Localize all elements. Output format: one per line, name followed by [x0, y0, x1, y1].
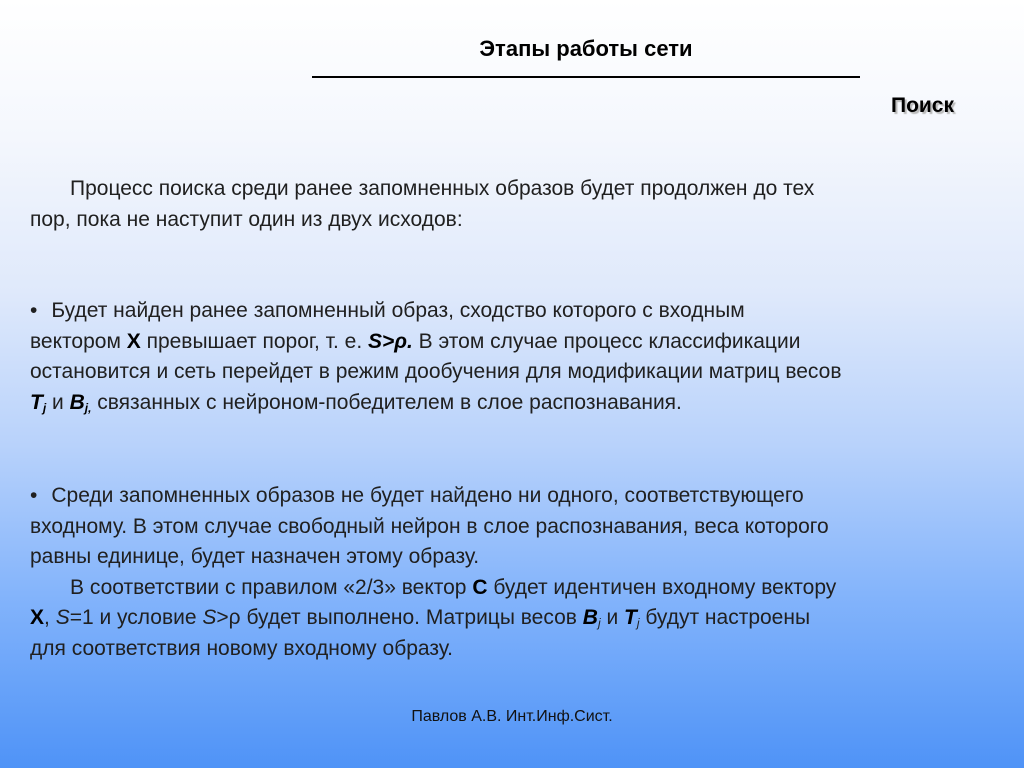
matrix-t: T: [30, 390, 43, 414]
title-underline: [312, 76, 860, 78]
vector-x: X: [30, 606, 45, 629]
bullet-1-marker: •: [30, 299, 38, 322]
conclusion-text: =1 и условие: [69, 606, 203, 629]
index-j: j: [636, 616, 640, 630]
and-text: и: [46, 390, 70, 414]
matrix-b: B: [582, 606, 598, 629]
conclusion-text: будут настроены: [639, 606, 811, 629]
intro-line-2: пор, пока не наступит один из двух исходов:: [30, 207, 463, 231]
bullet-2-marker: •: [30, 484, 38, 507]
bullet-1-text: В этом случае процесс классификации: [412, 329, 801, 353]
conclusion-text: ,: [44, 606, 56, 629]
bullet-2-line-1: Среди запомненных образов не будет найдено ни одного, соответствующего: [51, 484, 804, 507]
slide-subtitle: Поиск: [890, 94, 954, 117]
index-j: j: [42, 400, 47, 415]
conclusion-text: будет идентичен входному вектору: [487, 575, 837, 599]
bullet-1-line-1: Будет найден ранее запомненный образ, сходство которого с входным: [51, 299, 745, 322]
bullet-2-line-2: входному. В этом случае свободный нейрон в слое распознавания, веса которого: [30, 514, 829, 538]
index-j: j: [597, 616, 601, 630]
matrix-b: B: [69, 390, 85, 414]
vector-x: X: [126, 329, 141, 353]
bullet-1-line-3: остановится и сеть перейдет в режим дообучения для модификации матриц весов: [30, 360, 842, 383]
index-j: j,: [84, 400, 92, 415]
intro-line-1: Процесс поиска среди ранее запомненных образов будет продолжен до тех: [70, 177, 815, 200]
bullet-1-text: вектором: [30, 329, 127, 353]
conclusion-line-3: для соответствия новому входному образу.: [30, 636, 453, 660]
conclusion-text: В соответствии с правилом «2/3» вектор: [70, 575, 473, 599]
bullet-1-line-4: связанных с нейроном-победителем в слое распознавания.: [91, 390, 682, 414]
bullet-2: [30, 481, 1020, 664]
similarity-s: S: [55, 606, 70, 629]
similarity-s: S: [202, 606, 217, 629]
matrix-t: T: [624, 606, 637, 629]
similarity-condition: S>ρ.: [368, 329, 413, 353]
and-text: и: [600, 606, 625, 629]
slide-title: Этапы работы сети: [479, 36, 693, 61]
bullet-2-line-3: равны единице, будет назначен этому образу.: [30, 545, 480, 568]
footer-author: Павлов А.В. Инт.Инф.Сист.: [411, 708, 613, 725]
intro-paragraph: [30, 174, 1020, 235]
bullet-1: [30, 296, 1020, 418]
conclusion-text: >ρ будет выполнено. Матрицы весов: [216, 606, 583, 629]
vector-c: C: [472, 575, 488, 599]
bullet-1-text: превышает порог, т. е.: [140, 329, 368, 353]
